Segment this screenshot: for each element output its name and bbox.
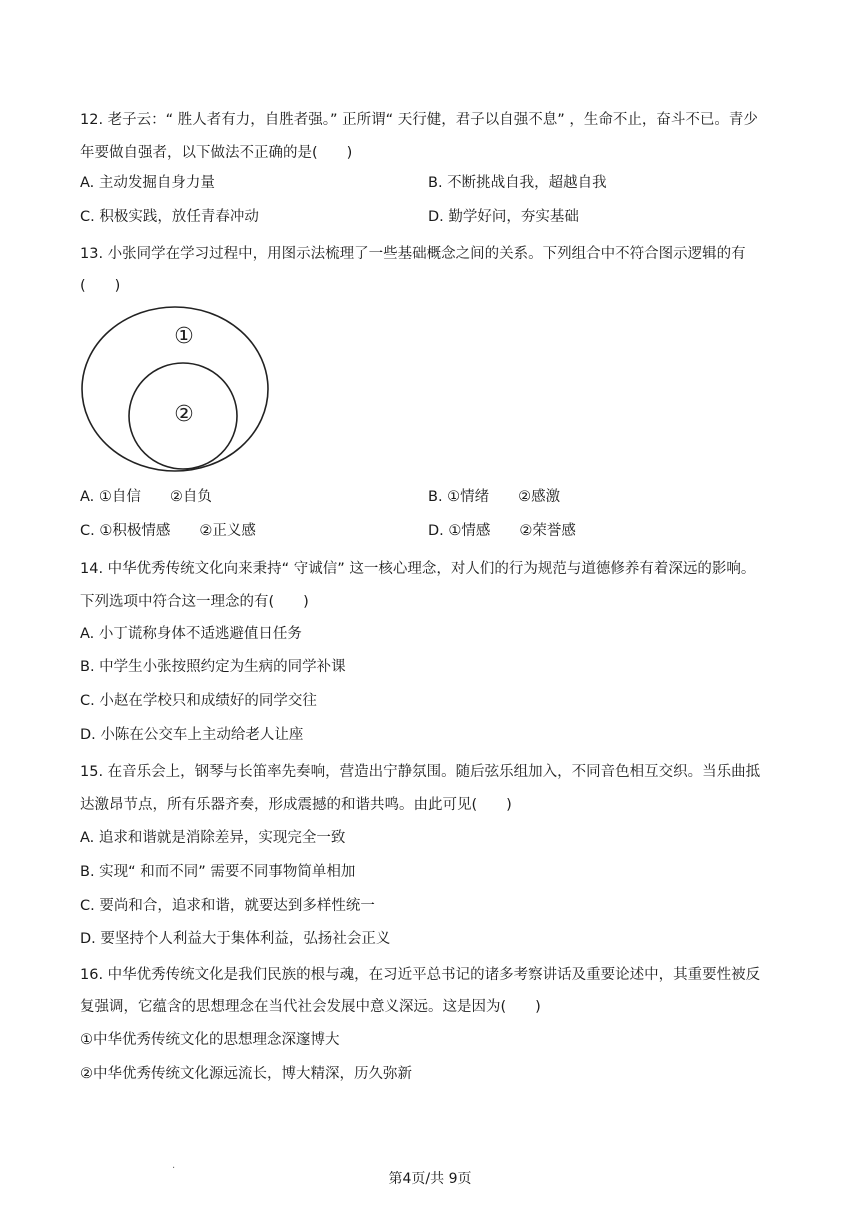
q12-option-c: C. 积极实践，放任青春冲动: [80, 209, 259, 225]
q15-option-b: B. 实现“ 和而不同” 需要不同事物简单相加: [80, 864, 356, 880]
concept-venn-diagram: [80, 305, 270, 473]
q16-item-2: ②中华优秀传统文化源远流长，博大精深，历久弥新: [80, 1066, 412, 1082]
q14-option-c: C. 小赵在学校只和成绩好的同学交往: [80, 693, 317, 709]
q16-stem-line2: 复强调，它蕴含的思想理念在当代社会发展中意义深远。这是因为( ): [80, 999, 541, 1015]
q15-option-c: C. 要尚和合，追求和谐，就要达到多样性统一: [80, 898, 375, 914]
q13-option-d: D. ①情感 ②荣誉感: [428, 523, 576, 539]
q12-option-a: A. 主动发掘自身力量: [80, 175, 215, 191]
q13-option-a: A. ①自信 ②自负: [80, 489, 212, 505]
outer-label: ①: [174, 324, 194, 349]
q13-stem-line1: 13. 小张同学在学习过程中，用图示法梳理了一些基础概念之间的关系。下列组合中不符合图示逻辑的有: [80, 246, 746, 262]
q14-option-b: B. 中学生小张按照约定为生病的同学补课: [80, 659, 346, 675]
q15-stem-line2: 达激昂节点，所有乐器齐奏，形成震撼的和谐共鸣。由此可见( ): [80, 797, 512, 813]
q16-stem-line1: 16. 中华优秀传统文化是我们民族的根与魂，在习近平总书记的诸多考察讲话及重要论述中，其重要性被反: [80, 967, 761, 983]
q15-option-d: D. 要坚持个人利益大于集体利益，弘扬社会正义: [80, 931, 391, 947]
q12-stem-line2: 年要做自强者，以下做法不正确的是( ): [80, 145, 353, 161]
q14-stem-line2: 下列选项中符合这一理念的有( ): [80, 594, 309, 610]
q13-option-b: B. ①情绪 ②感激: [428, 489, 561, 505]
q13-stem-line2: ( ): [80, 278, 121, 294]
q16-item-1: ①中华优秀传统文化的思想理念深邃博大: [80, 1032, 340, 1048]
page-number: 第4页/共 9页: [388, 1171, 472, 1187]
q15-stem-line1: 15. 在音乐会上，钢琴与长笛率先奏响，营造出宁静氛围。随后弦乐组加入，不同音色相互交织。当乐曲抵: [80, 764, 761, 780]
q14-stem-line1: 14. 中华优秀传统文化向来秉持“ 守诚信” 这一核心理念，对人们的行为规范与道德修养有着深远的影响。: [80, 561, 756, 577]
q12-option-d: D. 勤学好问，夯实基础: [428, 209, 579, 225]
q12-option-b: B. 不断挑战自我，超越自我: [428, 175, 607, 191]
q14-option-a: A. 小丁谎称身体不适逃避值日任务: [80, 626, 302, 642]
inner-label: ②: [174, 402, 194, 427]
footer-dot: ·: [172, 1163, 176, 1174]
q15-option-a: A. 追求和谐就是消除差异，实现完全一致: [80, 830, 346, 846]
q14-option-d: D. 小陈在公交车上主动给老人让座: [80, 727, 304, 743]
q12-stem-line1: 12. 老子云：“ 胜人者有力，自胜者强。” 正所谓“ 天行健，君子以自强不息” ，生命不止，奋斗不已。青少: [80, 112, 758, 128]
q13-option-c: C. ①积极情感 ②正义感: [80, 523, 256, 539]
